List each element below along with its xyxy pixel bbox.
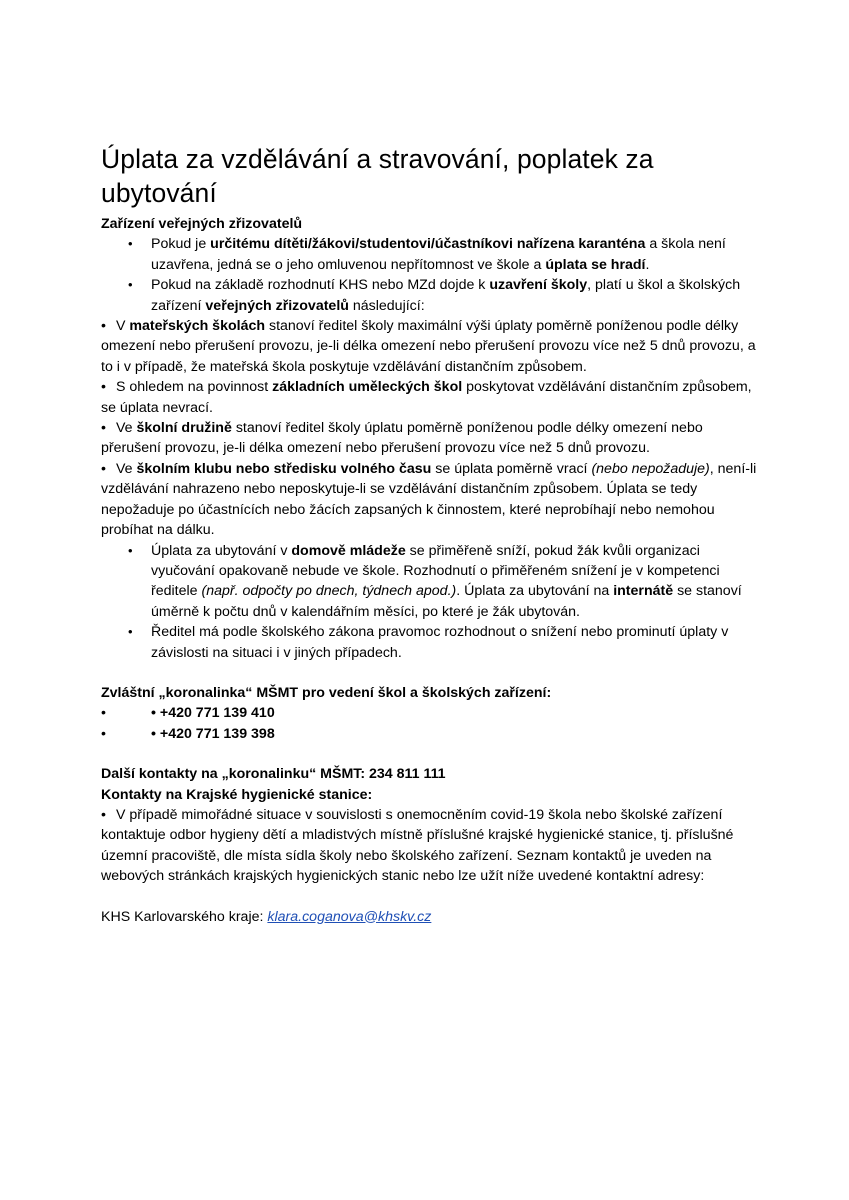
bullet-icon: •: [128, 236, 133, 252]
document-body: [101, 214, 761, 927]
bullet-icon: •: [128, 542, 133, 558]
bullet-list-1: [101, 234, 761, 316]
phone-number[interactable]: • +420 771 139 398: [151, 725, 275, 742]
document-page: [101, 142, 761, 927]
bullet-list-2: [101, 541, 761, 663]
list-item: • Ředitel má podle školského zákona pravomoc rozhodnout o snížení nebo prominutí úplaty v závislosti na situaci i v jiných případech.: [128, 624, 729, 661]
phone-row: [101, 724, 761, 744]
spacer: [101, 744, 761, 764]
spacer: [101, 663, 761, 683]
bullet-icon: •: [128, 624, 133, 640]
paragraph-khs: • V případě mimořádné situace v souvislosti s onemocněním covid-19 škola nebo školské zařízení kontaktuje odbor hygieny dětí a mladistvých místně příslušné krajské hygienické stanice, tj. příslušné územní pracoviště, dle místa sídla školy nebo školského zařízení. Seznam kontaktů je uveden na webových stránkách krajských hygienických stanic nebo lze užít níže uvedené kontaktní adresy:: [101, 806, 734, 885]
dalsi-kontakty: Další kontakty na „koronalinku“ MŠMT: 234 811 111: [101, 766, 446, 783]
khs-contact-label: KHS Karlovarského kraje:: [101, 908, 268, 925]
section-heading-verejni: Zařízení veřejných zřizovatelů: [101, 216, 303, 232]
bullet-icon: •: [101, 725, 106, 742]
section-heading-khs: Kontakty na Krajské hygienické stanice:: [101, 786, 373, 803]
phone-row: [101, 703, 761, 723]
list-item: • Úplata za ubytování v domově mládeže se přiměřeně sníží, pokud žák kvůli organizaci vyučování opakovaně nebude ve škole. Rozhodnutí o přiměřeném snížení je v kompetenci ředitele (např. odpočty po dnech, týdnech apod.). Úplata za ubytování na internátě se stanoví úměrně k počtu dnů v kalendářním měsíci, po které je žák ubytován.: [128, 542, 742, 620]
paragraph-zus: • S ohledem na povinnost základních uměleckých škol poskytovat vzdělávání distančním způsobem, se úplata nevrací.: [101, 379, 752, 416]
paragraph-skolni-klub: • Ve školním klubu nebo středisku volného času se úplata poměrně vrací (nebo nepožaduje), není-li vzdělávání nahrazeno nebo neposkytuje-li se vzdělávání distančním způsobem. Úplata se tedy nepožaduje po účastnících nebo žácích zapsaných k činnostem, které neprobíhají nebo nemohou probíhat na dálku.: [101, 460, 757, 539]
bullet-icon: •: [101, 806, 106, 823]
paragraph-materske-skoly: • V mateřských školách stanoví ředitel školy maximální výši úplaty poměrně poníženou podle délky omezení nebo přerušení provozu, je-li délka omezení nebo přerušení provozu více než 5 dnů provozu, a to i v případě, že mateřská škola poskytuje vzdělávání distančním způsobem.: [101, 318, 756, 375]
spacer: [101, 887, 761, 907]
phone-number[interactable]: • +420 771 139 410: [151, 705, 275, 722]
bullet-icon: •: [101, 705, 106, 722]
list-item: • Pokud je určitému dítěti/žákovi/studentovi/účastníkovi nařízena karanténa a škola není uzavřena, jedná se o jeho omluvenou nepřítomnost ve škole a úplata se hradí.: [128, 236, 726, 273]
section-heading-koronalinka: Zvláštní „koronalinka“ MŠMT pro vedení škol a školských zařízení:: [101, 684, 552, 701]
khs-contact-line: [101, 907, 761, 927]
paragraph-skolni-druzina: • Ve školní družině stanoví ředitel školy úplatu poměrně poníženou podle délky omezení nebo přerušení provozu, je-li délka omezení nebo přerušení provozu více než 5 dnů provozu.: [101, 420, 703, 457]
email-link[interactable]: klara.coganova@khskv.cz: [267, 908, 432, 925]
bullet-icon: •: [101, 460, 106, 477]
list-item: • Pokud na základě rozhodnutí KHS nebo MZd dojde k uzavření školy, platí u škol a školských zařízení veřejných zřizovatelů následující:: [128, 277, 741, 314]
bullet-icon: •: [101, 379, 106, 396]
bullet-icon: •: [101, 318, 106, 335]
bullet-icon: •: [101, 420, 106, 437]
page-title: Úplata za vzdělávání a stravování, poplatek za ubytování: [101, 144, 654, 208]
bullet-icon: •: [128, 277, 133, 293]
